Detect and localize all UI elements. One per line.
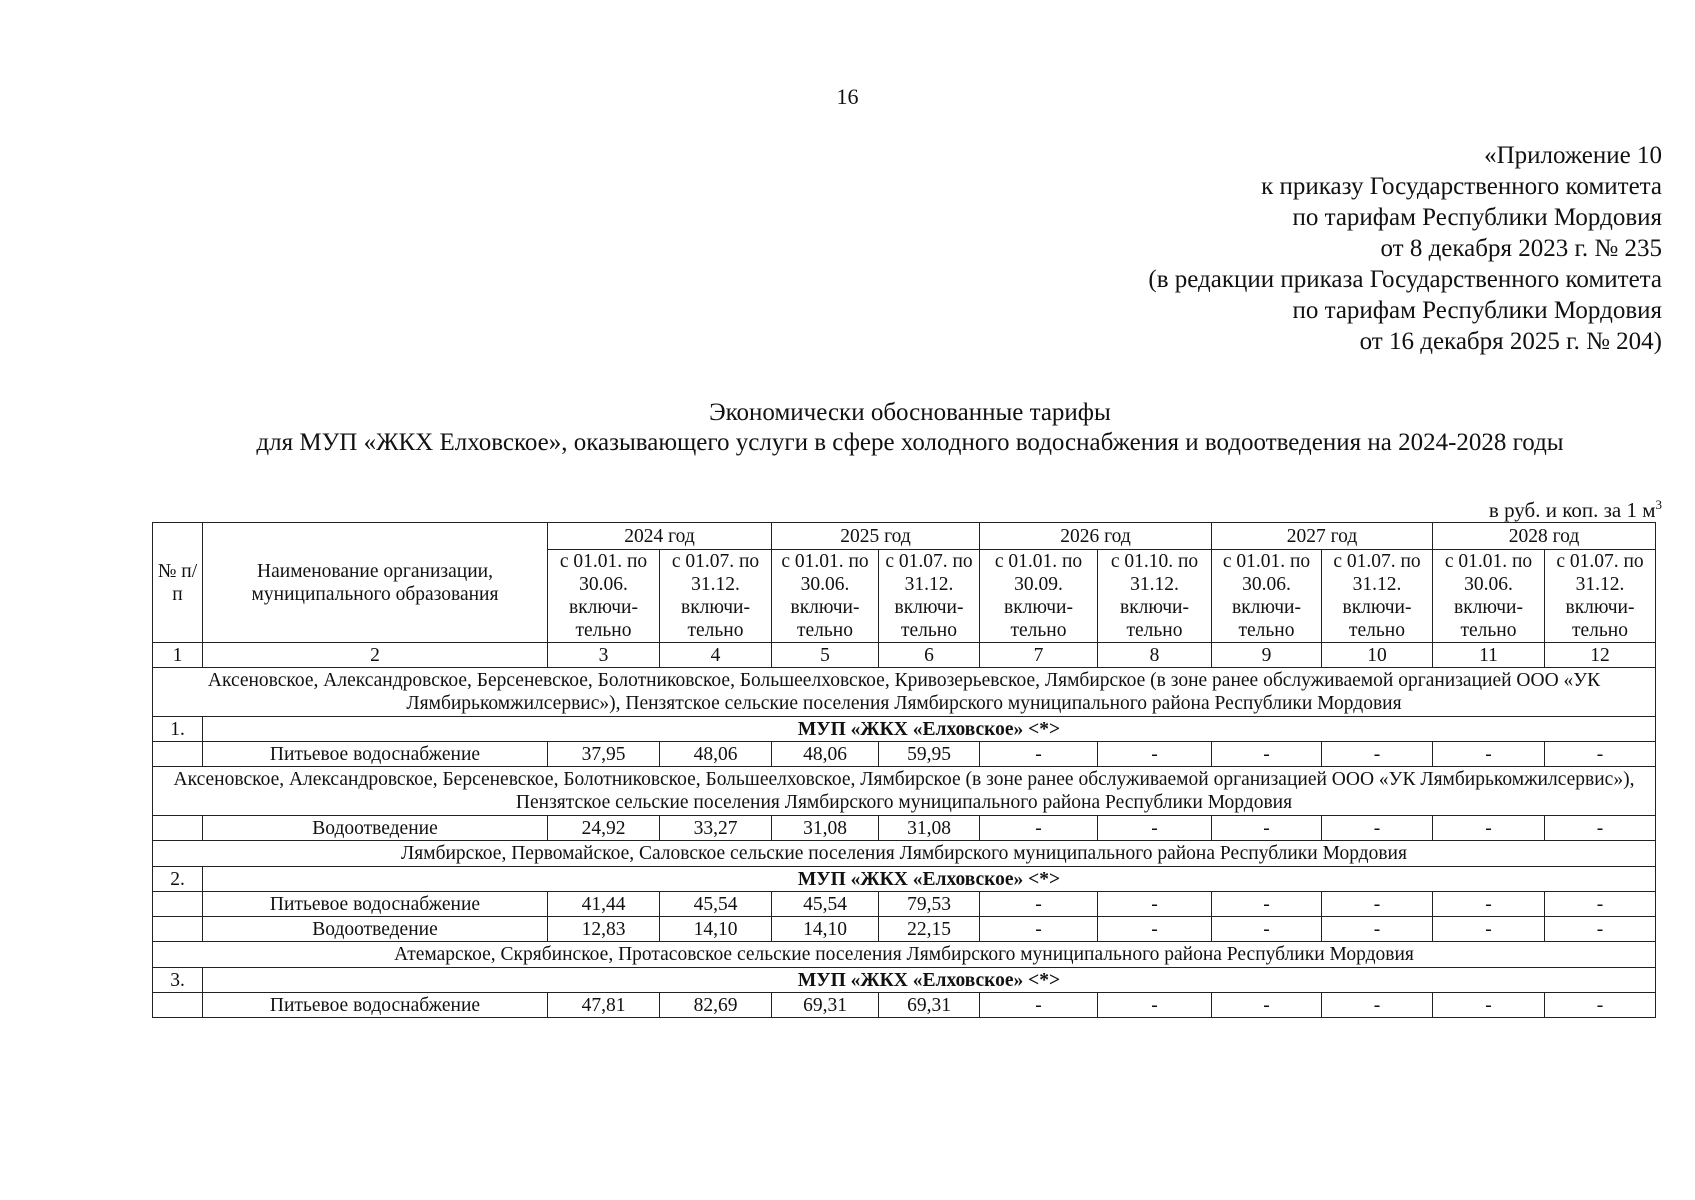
region-name: Аксеновское, Александровское, Берсеневское, Болотниковское, Большеелховское, Кривозерьевское, Лямбирское (в зоне ранее обслуживаемой организацией ООО «УК Лямбирькомжилсервис»), Пензятское сельские поселения Лямбирского муниципального района Республики Мордовия (153, 668, 1656, 717)
tariff-value: 45,54 (660, 892, 772, 917)
tariff-value: - (1545, 993, 1656, 1018)
period-header: с 01.01. по 30.06. включи-тельно (1433, 550, 1545, 643)
period-header: с 01.07. по 31.12. включи-тельно (1545, 550, 1656, 643)
tariff-value: - (1098, 993, 1212, 1018)
tariff-value: 45,54 (772, 892, 879, 917)
service-row (153, 892, 1656, 917)
year-header: 2024 год (548, 523, 772, 550)
appendix-reference (1148, 140, 1662, 357)
period-header: с 01.01. по 30.09. включи-тельно (980, 550, 1098, 643)
service-name: Водоотведение (203, 917, 548, 942)
row-number: 2. (153, 867, 203, 892)
row-number-empty (153, 993, 203, 1018)
tariff-value: 82,69 (660, 993, 772, 1018)
year-header: 2025 год (772, 523, 980, 550)
region-row (153, 767, 1656, 816)
service-row (153, 993, 1656, 1018)
region-row (153, 942, 1656, 968)
tariff-value: - (1322, 892, 1433, 917)
tariff-value: 12,83 (548, 917, 660, 942)
tariff-value: - (1322, 917, 1433, 942)
period-header: с 01.10. по 31.12. включи-тельно (1098, 550, 1212, 643)
appendix-line: по тарифам Республики Мордовия (1292, 204, 1662, 231)
year-header: 2027 год (1212, 523, 1433, 550)
region-row (153, 668, 1656, 717)
organization-row (153, 867, 1656, 892)
service-row (153, 742, 1656, 767)
service-name: Питьевое водоснабжение (203, 742, 548, 767)
column-number: 6 (879, 643, 980, 668)
row-number-empty (153, 917, 203, 942)
appendix-line: (в редакции приказа Государственного комитета (1148, 266, 1662, 293)
tariff-value: 48,06 (772, 742, 879, 767)
title-line-2: для МУП «ЖКХ Елховское», оказывающего услуги в сфере холодного водоснабжения и водоотведения на 2024-2028 годы (256, 429, 1564, 456)
col-header-name: Наименование организации, муниципального образования (203, 523, 548, 643)
region-name: Атемарское, Скрябинское, Протасовское сельские поселения Лямбирского муниципального района Республики Мордовия (153, 942, 1656, 968)
column-number: 5 (772, 643, 879, 668)
title-line-1: Экономически обоснованные тарифы (709, 399, 1111, 426)
row-number: 1. (153, 717, 203, 742)
column-number: 1 (153, 643, 203, 668)
service-row (153, 816, 1656, 841)
appendix-line: от 8 декабря 2023 г. № 235 (1380, 235, 1662, 262)
period-header: с 01.07. по 31.12. включи-тельно (1322, 550, 1433, 643)
tariff-value: - (1433, 892, 1545, 917)
tariff-value: - (1212, 917, 1322, 942)
tariff-value: - (1212, 742, 1322, 767)
tariff-value: - (1433, 993, 1545, 1018)
service-name: Водоотведение (203, 816, 548, 841)
organization-name: МУП «ЖКХ «Елховское» <*> (203, 968, 1656, 993)
tariff-value: - (1545, 917, 1656, 942)
year-header: 2028 год (1433, 523, 1656, 550)
column-number: 7 (980, 643, 1098, 668)
tariff-value: - (1098, 892, 1212, 917)
row-number-empty (153, 742, 203, 767)
period-header: с 01.01. по 30.06. включи-тельно (548, 550, 660, 643)
row-number: 3. (153, 968, 203, 993)
tariff-value: - (1433, 742, 1545, 767)
tariff-value: - (1545, 892, 1656, 917)
tariff-value: 41,44 (548, 892, 660, 917)
tariff-value: - (1433, 816, 1545, 841)
tariff-table (152, 522, 1656, 1018)
document-title (160, 398, 1660, 458)
period-header: с 01.01. по 30.06. включи-тельно (1212, 550, 1322, 643)
appendix-line: «Приложение 10 (1484, 142, 1662, 169)
period-header: с 01.01. по 30.06. включи-тельно (772, 550, 879, 643)
organization-name: МУП «ЖКХ «Елховское» <*> (203, 717, 1656, 742)
tariff-value: - (1098, 816, 1212, 841)
period-header: с 01.07. по 31.12. включи-тельно (660, 550, 772, 643)
page-number: 16 (836, 84, 859, 109)
tariff-value: - (980, 742, 1098, 767)
tariff-value: - (980, 816, 1098, 841)
year-header: 2026 год (980, 523, 1212, 550)
tariff-value: 31,08 (879, 816, 980, 841)
service-name: Питьевое водоснабжение (203, 892, 548, 917)
tariff-value: 69,31 (879, 993, 980, 1018)
service-name: Питьевое водоснабжение (203, 993, 548, 1018)
tariff-value: - (1322, 816, 1433, 841)
tariff-value: - (1212, 993, 1322, 1018)
tariff-value: 22,15 (879, 917, 980, 942)
service-row (153, 917, 1656, 942)
col-header-num: № п/п (153, 523, 203, 643)
tariff-value: - (1545, 742, 1656, 767)
tariff-value: 59,95 (879, 742, 980, 767)
tariff-value: - (1098, 917, 1212, 942)
tariff-value: - (980, 993, 1098, 1018)
tariff-value: 31,08 (772, 816, 879, 841)
unit-note-text: в руб. и коп. за 1 м (1488, 498, 1656, 522)
tariff-value: - (1322, 993, 1433, 1018)
tariff-value: - (980, 917, 1098, 942)
year-header-row (153, 523, 1656, 550)
period-header: с 01.07. по 31.12. включи-тельно (879, 550, 980, 643)
column-number: 10 (1322, 643, 1433, 668)
appendix-line: от 16 декабря 2025 г. № 204) (1359, 328, 1662, 355)
tariff-value: - (1212, 816, 1322, 841)
tariff-value: 48,06 (660, 742, 772, 767)
tariff-value: 24,92 (548, 816, 660, 841)
row-number-empty (153, 892, 203, 917)
organization-name: МУП «ЖКХ «Елховское» <*> (203, 867, 1656, 892)
region-name: Аксеновское, Александровское, Берсеневское, Болотниковское, Большеелховское, Лямбирское (в зоне ранее обслуживаемой организацией ООО «УК Лямбирькомжилсервис»), Пензятское сельские поселения Лямбирского муниципального района Республики Мордовия (153, 767, 1656, 816)
tariff-value: 33,27 (660, 816, 772, 841)
tariff-value: 37,95 (548, 742, 660, 767)
column-number: 9 (1212, 643, 1322, 668)
tariff-value: 14,10 (660, 917, 772, 942)
region-name: Лямбирское, Первомайское, Саловское сельские поселения Лямбирского муниципального района Республики Мордовия (153, 841, 1656, 867)
column-number: 2 (203, 643, 548, 668)
tariff-value: - (1098, 742, 1212, 767)
column-number: 12 (1545, 643, 1656, 668)
appendix-line: к приказу Государственного комитета (1261, 173, 1662, 200)
tariff-value: 14,10 (772, 917, 879, 942)
tariff-value: - (1545, 816, 1656, 841)
organization-row (153, 968, 1656, 993)
unit-note (1489, 497, 1662, 523)
tariff-value: - (1322, 742, 1433, 767)
tariff-value: - (1433, 917, 1545, 942)
region-row (153, 841, 1656, 867)
tariff-value: 69,31 (772, 993, 879, 1018)
tariff-value: 79,53 (879, 892, 980, 917)
appendix-line: по тарифам Республики Мордовия (1292, 297, 1662, 324)
tariff-value: - (1212, 892, 1322, 917)
unit-note-superscript: 3 (1655, 497, 1662, 512)
column-number-row (153, 643, 1656, 668)
column-number: 8 (1098, 643, 1212, 668)
tariff-value: - (980, 892, 1098, 917)
row-number-empty (153, 816, 203, 841)
column-number: 3 (548, 643, 660, 668)
column-number: 11 (1433, 643, 1545, 668)
organization-row (153, 717, 1656, 742)
tariff-value: 47,81 (548, 993, 660, 1018)
column-number: 4 (660, 643, 772, 668)
